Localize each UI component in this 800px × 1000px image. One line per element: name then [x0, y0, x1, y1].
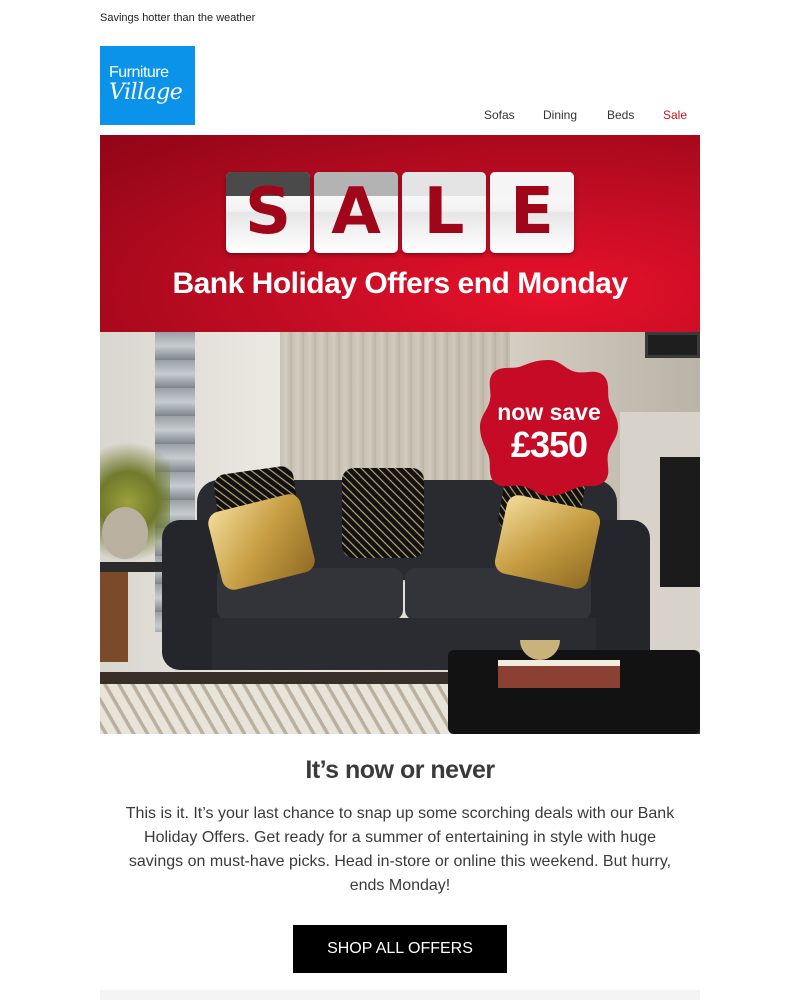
furniture-village-logo[interactable] [100, 46, 195, 125]
sale-letter-tile [314, 172, 398, 253]
badge-line-1: now save [497, 399, 601, 425]
sofa [162, 480, 650, 670]
vase [102, 507, 148, 559]
nav-sale[interactable]: Sale [663, 108, 688, 122]
sale-letter: L [423, 175, 465, 249]
cushion [342, 468, 424, 558]
nav-dining[interactable]: Dining [543, 108, 578, 122]
nav-sofas[interactable]: Sofas [484, 108, 515, 122]
logo-line-1: Furniture [109, 64, 169, 81]
nav-beds[interactable]: Beds [607, 108, 635, 122]
next-section-edge [100, 990, 700, 1000]
save-badge [478, 356, 620, 498]
sale-letter: E [510, 175, 554, 249]
rug [100, 684, 460, 734]
side-table [100, 562, 164, 662]
sale-letter-tile [402, 172, 486, 253]
sale-letter-tile [490, 172, 574, 253]
wall-picture [645, 332, 700, 358]
logo-line-2: Village [109, 80, 183, 105]
sale-letter-tile [226, 172, 310, 253]
sale-letter: A [331, 175, 381, 249]
sofa-hero-image[interactable] [100, 332, 700, 734]
body-copy: This is it. It’s your last chance to snap up some scorching deals with our Bank Holiday Offers. Get ready for a summer of entertaining in style with huge savings on must-have picks. Head in-store or online this weekend. But hurry, ends Monday! [125, 805, 675, 894]
section-title: It’s now or never [305, 756, 495, 784]
sale-banner[interactable] [100, 135, 700, 332]
sale-letter: S [244, 175, 292, 249]
badge-amount: £350 [510, 424, 588, 465]
books [498, 660, 620, 688]
shop-all-offers-button[interactable]: SHOP ALL OFFERS [293, 925, 507, 973]
banner-headline: Bank Holiday Offers end Monday [172, 267, 628, 300]
preheader-text: Savings hotter than the weather [100, 12, 256, 24]
